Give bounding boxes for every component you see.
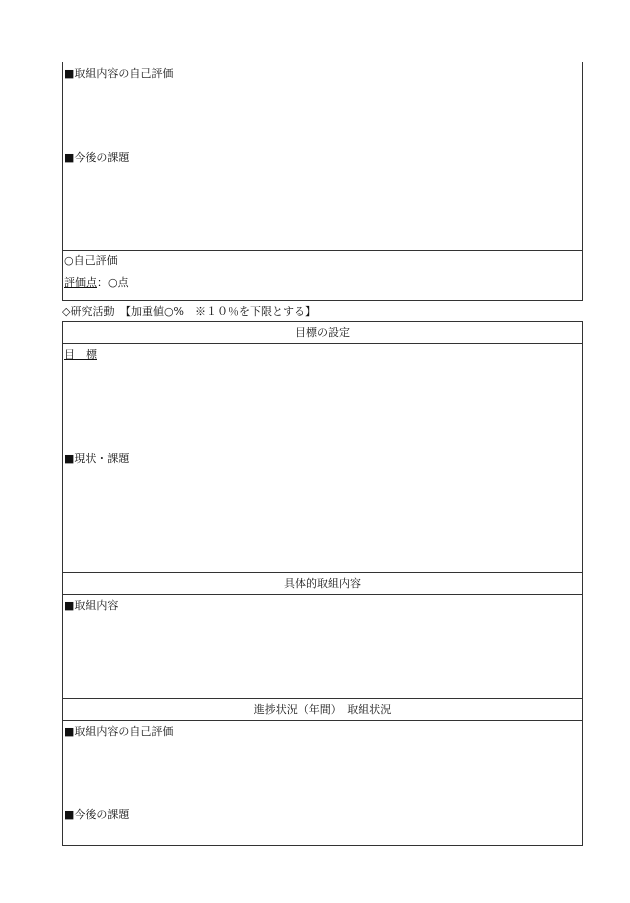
section1-right-border — [582, 62, 583, 300]
goal-label: 目 標 — [64, 348, 97, 361]
self-eval-heading-1: ■取組内容の自己評価 — [64, 67, 174, 80]
goal-header-divider — [62, 343, 583, 344]
concrete-actions-top-divider — [62, 572, 583, 573]
concrete-actions-bottom-divider — [62, 594, 583, 595]
goal-setting-header: 目標の設定 — [295, 326, 350, 339]
progress-top-divider — [62, 698, 583, 699]
self-eval-heading-2: ■取組内容の自己評価 — [64, 725, 174, 738]
concrete-actions-header: 具体的取組内容 — [284, 577, 361, 590]
section1-left-border — [62, 62, 63, 300]
current-status-heading: ■現状・課題 — [64, 452, 130, 465]
actions-heading: ■取組内容 — [64, 599, 119, 612]
progress-header: 進捗状況（年間） 取組状況 — [253, 703, 392, 716]
research-activity-title: ◇研究活動 【加重値○% ※１０％を下限とする】 — [62, 305, 317, 318]
section1-divider — [62, 250, 583, 251]
self-assessment-label: ○自己評価 — [64, 254, 118, 267]
score-suffix: ：○点 — [97, 276, 129, 289]
future-issues-heading-2: ■今後の課題 — [64, 808, 130, 821]
section1-bottom-border — [62, 300, 583, 301]
score-line — [64, 276, 129, 290]
future-issues-heading-1: ■今後の課題 — [64, 151, 130, 164]
progress-bottom-divider — [62, 720, 583, 721]
score-prefix: 評価点 — [64, 276, 97, 289]
